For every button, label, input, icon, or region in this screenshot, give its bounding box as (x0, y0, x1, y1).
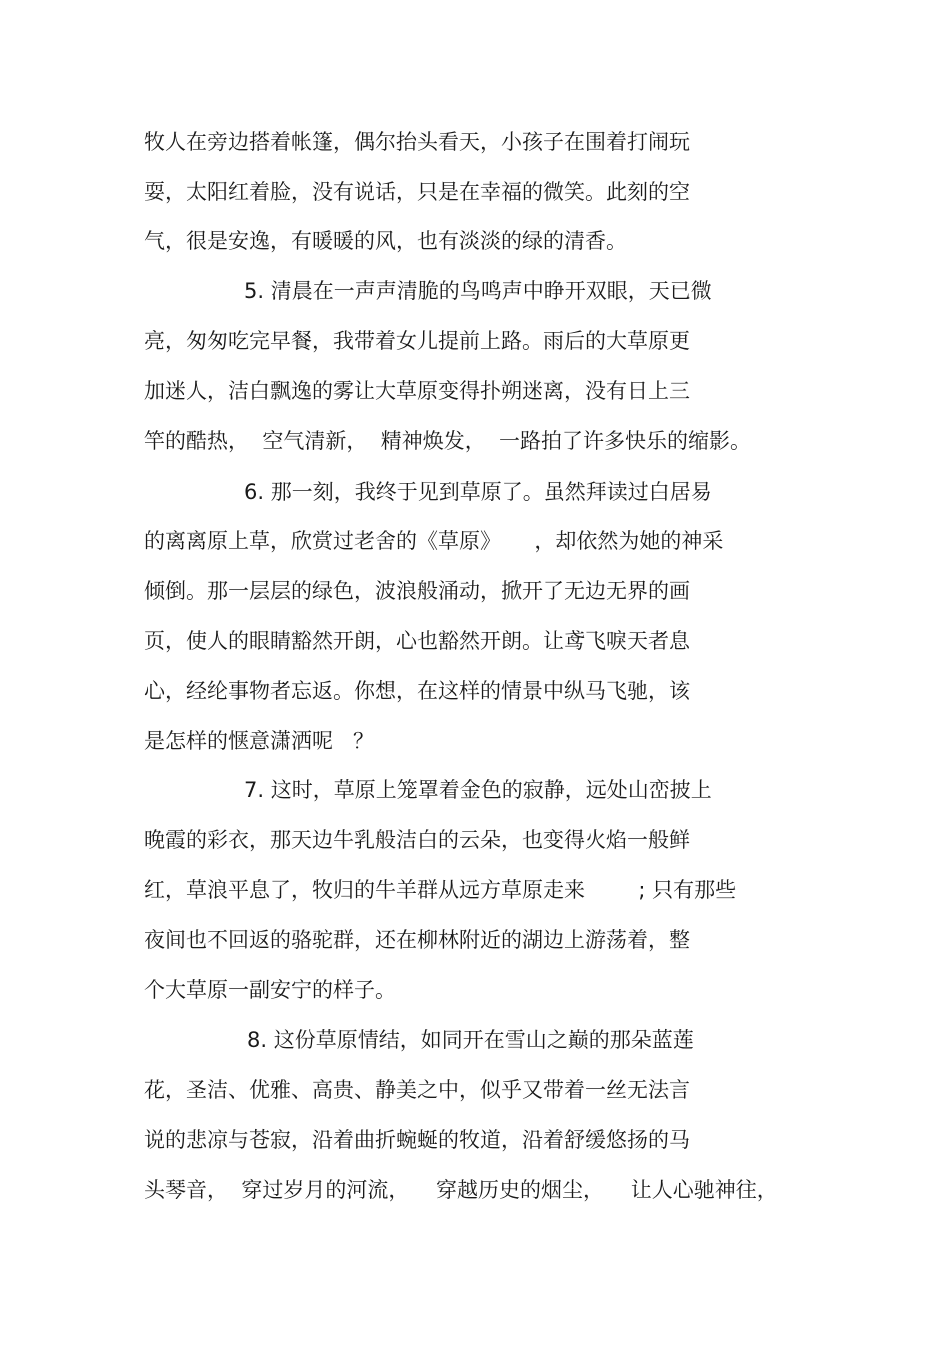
text-line: 是怎样的惬意潇洒呢 ？ (144, 729, 375, 753)
text-line: 气，很是安逸，有暖暖的风，也有淡淡的绿的清香。 (144, 229, 627, 253)
text-line: 页，使人的眼睛豁然开朗，心也豁然开朗。让鸢飞唳天者息 (144, 629, 690, 653)
text-line: 竿的酷热， 空气清新， 精神焕发， 一路拍了许多快乐的缩影。 (144, 429, 752, 453)
text-line: 花，圣洁、优雅、高贵、静美之中，似乎又带着一丝无法言 (144, 1078, 690, 1102)
paragraph-8-start: 8. 这份草原情结，如同开在雪山之巅的那朵蓝莲 (247, 1028, 694, 1052)
text-line: 夜间也不回返的骆驼群，还在柳林附近的湖边上游荡着，整 (144, 928, 690, 952)
text-line: 的离离原上草，欣赏过老舍的《草原》 ，却依然为她的神采 (144, 529, 724, 553)
text-line: 个大草原一副安宁的样子。 (144, 978, 396, 1002)
paragraph-6-start: 6. 那一刻，我终于见到草原了。虽然拜读过白居易 (244, 480, 712, 504)
text-line: 耍，太阳红着脸，没有说话，只是在幸福的微笑。此刻的空 (144, 180, 690, 204)
text-line: 红，草浪平息了，牧归的牛羊群从远方草原走来 ; 只有那些 (144, 878, 737, 902)
paragraph-5-start: 5. 清晨在一声声清脆的鸟鸣声中睁开双眼，天已微 (244, 279, 712, 303)
text-line: 晚霞的彩衣，那天边牛乳般洁白的云朵，也变得火焰一般鲜 (144, 828, 690, 852)
text-line: 亮，匆匆吃完早餐，我带着女儿提前上路。雨后的大草原更 (144, 329, 690, 353)
text-line: 心，经纶事物者忘返。你想，在这样的情景中纵马飞驰，该 (144, 679, 690, 703)
paragraph-7-start: 7. 这时，草原上笼罩着金色的寂静，远处山峦披上 (244, 778, 712, 802)
text-line: 牧人在旁边搭着帐篷，偶尔抬头看天，小孩子在围着打闹玩 (144, 130, 690, 154)
text-line: 倾倒。那一层层的绿色，波浪般涌动，掀开了无边无界的画 (144, 579, 690, 603)
text-line: 头琴音， 穿过岁月的河流， 穿越历史的烟尘， 让人心驰神往， (144, 1178, 778, 1202)
text-line: 说的悲凉与苍寂，沿着曲折蜿蜒的牧道，沿着舒缓悠扬的马 (144, 1128, 690, 1152)
text-line: 加迷人，洁白飘逸的雾让大草原变得扑朔迷离，没有日上三 (144, 379, 690, 403)
